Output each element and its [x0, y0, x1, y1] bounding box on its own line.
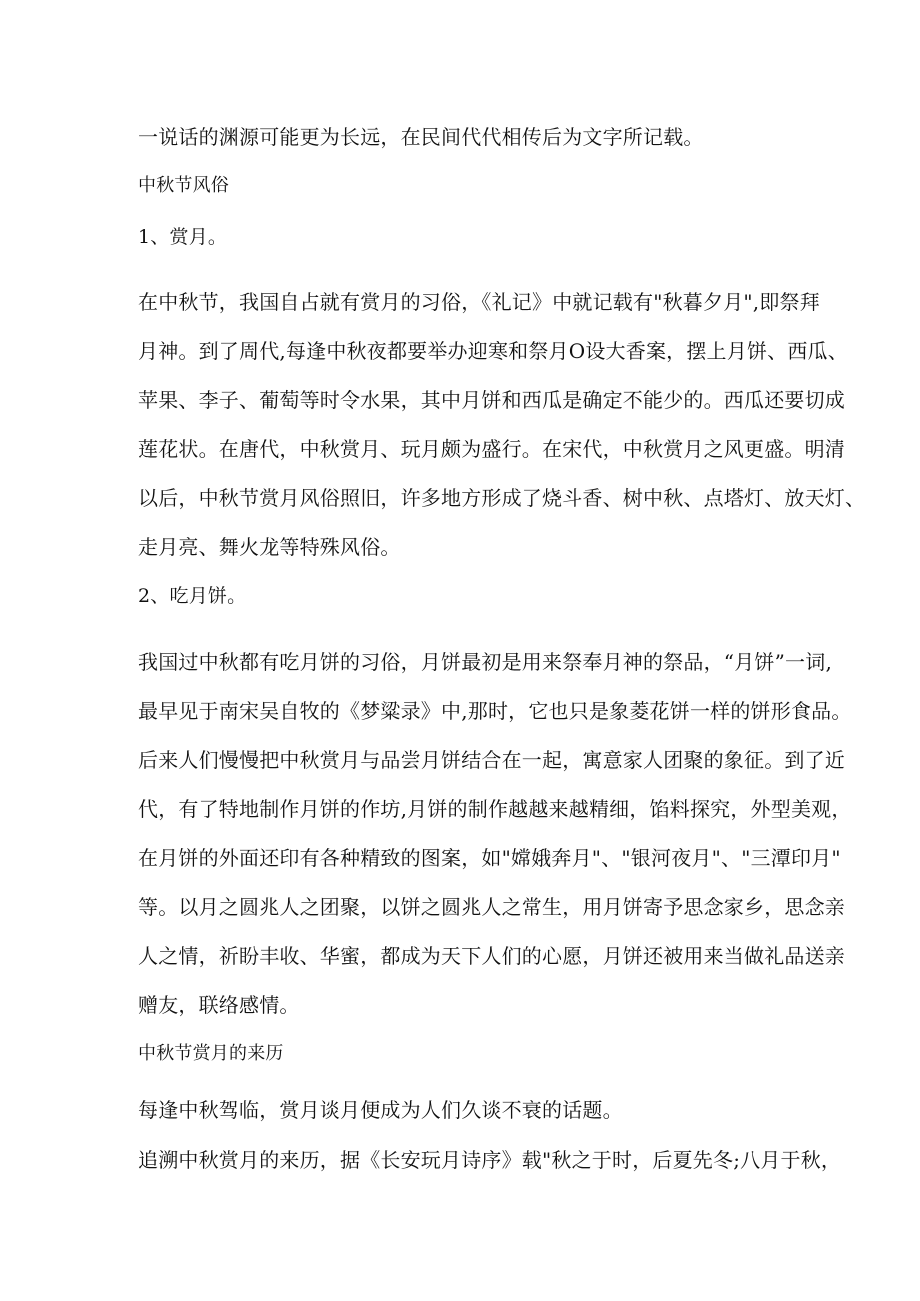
paragraph-line: 赠友，联络感情。: [138, 993, 300, 1017]
paragraph-line: 人之情，祈盼丰收、华蜜，都成为天下人们的心愿，月饼还被用来当做礼品送亲: [138, 944, 845, 968]
paragraph-line: 后来人们慢慢把中秋赏月与品尝月饼结合在一起，寓意家人团聚的象征。到了近: [138, 748, 845, 772]
paragraph-line: 莲花状。在唐代，中秋赏月、玩月颇为盛行。在宋代，中秋赏月之风更盛。明清: [138, 437, 845, 461]
paragraph-line: 我国过中秋都有吃月饼的习俗，月饼最初是用来祭奉月神的祭品，“月饼”一词,: [138, 650, 833, 674]
paragraph-line: 等。以月之圆兆人之团聚，以饼之圆兆人之常生，用月饼寄予思念家乡，思念亲: [138, 895, 845, 919]
numbered-heading: 1、赏月。: [138, 226, 228, 248]
paragraph-line: 一说话的渊源可能更为长远，在民间代代相传后为文字所记载。: [138, 125, 704, 149]
paragraph-line: 代，有了特地制作月饼的作坊,月饼的制作越越来越精细，馅料探究，外型美观，: [138, 797, 852, 821]
section-heading: 中秋节风俗: [138, 175, 229, 196]
numbered-heading: 2、吃月饼。: [138, 585, 247, 607]
paragraph-line: 在月饼的外面还印有各种精致的图案，如"嫦娥奔月"、"银河夜月"、"三潭印月": [138, 846, 841, 870]
paragraph-line: 追溯中秋赏月的来历，据《长安玩月诗序》载"秋之于时，后夏先冬;八月于秋，: [138, 1148, 842, 1172]
section-heading: 中秋节赏月的来历: [138, 1043, 284, 1064]
paragraph-line: 每逢中秋驾临，赏月谈月便成为人们久谈不衰的话题。: [138, 1098, 623, 1122]
paragraph-line: 走月亮、舞火龙等特殊风俗。: [138, 535, 401, 559]
paragraph-line: 在中秋节，我国自占就有赏月的习俗，《礼记》中就记载有"秋暮夕月",即祭拜: [138, 290, 820, 314]
paragraph-line: 月神。到了周代,每逢中秋夜都要举办迎寒和祭月O设大香案，摆上月饼、西瓜、: [138, 339, 848, 363]
paragraph-line: 最早见于南宋吴自牧的《梦粱录》中,那时，它也只是象菱花饼一样的饼形食品。: [138, 699, 852, 723]
paragraph-line: 以后，中秋节赏月风俗照旧，许多地方形成了烧斗香、树中秋、点塔灯、放天灯、: [138, 486, 866, 510]
paragraph-line: 苹果、李子、葡萄等时令水果，其中月饼和西瓜是确定不能少的。西瓜还要切成: [138, 388, 845, 412]
